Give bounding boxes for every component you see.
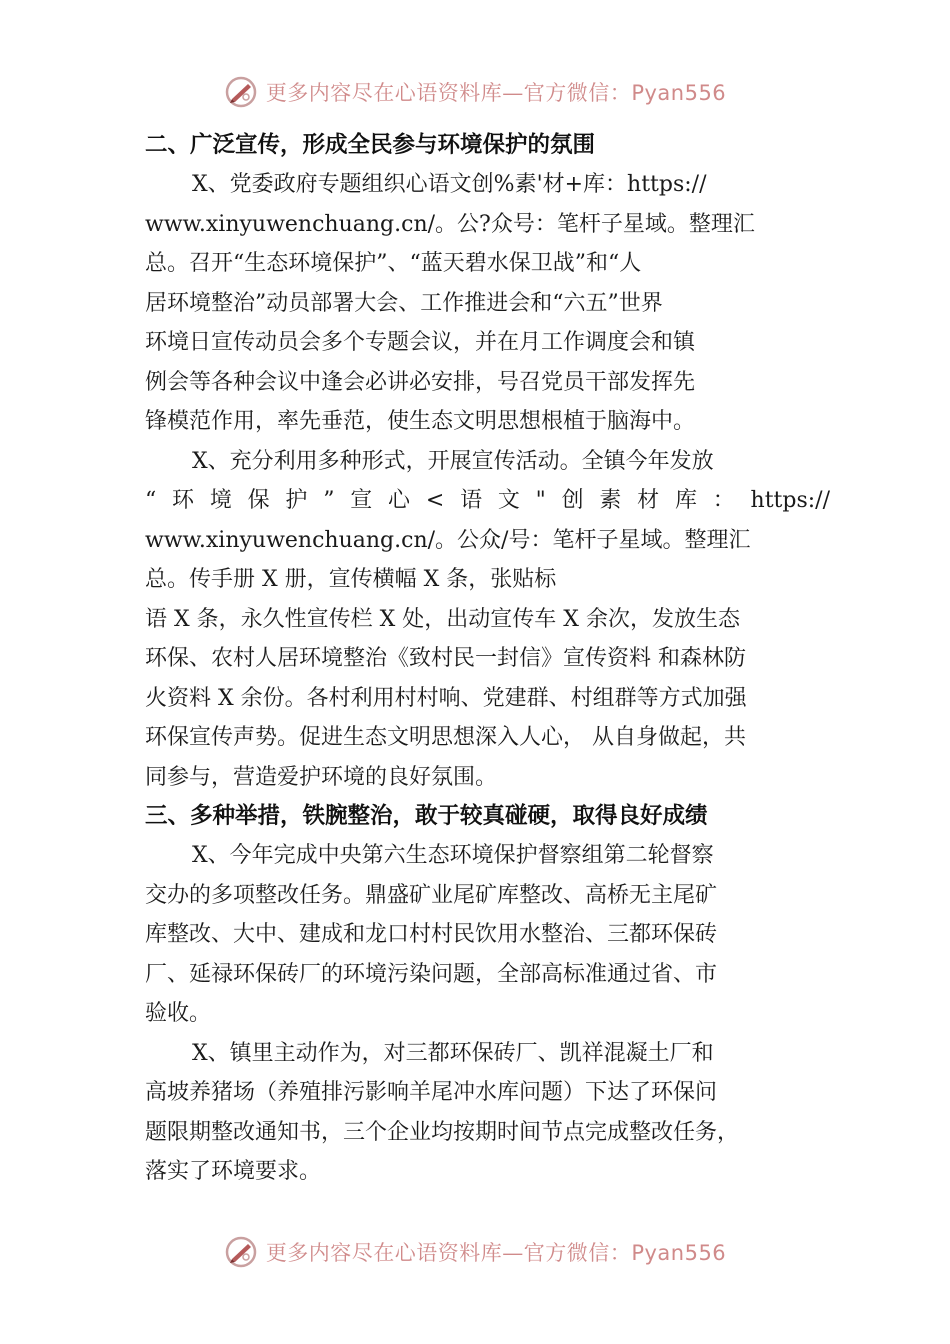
brush-logo-icon xyxy=(224,75,258,109)
paragraph xyxy=(145,442,830,798)
watermark-text xyxy=(266,1237,726,1267)
section-heading-2: 二、广泛宣传，形成全民参与环境保护的氛围 xyxy=(145,132,596,158)
text-line: 库整改、大中、建成和龙口村村民饮用水整治、三都环保砖 xyxy=(145,922,718,947)
text-line: 验收。 xyxy=(145,1001,212,1026)
text-line: 锋模范作用，率先垂范，使生态文明思想根植于脑海中。 xyxy=(145,409,696,434)
text-line: 高坡养猪场（养殖排污影响羊尾冲水库问题）下达了环保问 xyxy=(145,1080,718,1105)
watermark-banner-bottom xyxy=(0,1232,950,1272)
paragraph xyxy=(145,165,830,442)
text-line: 环境日宣传动员会多个专题会议，并在月工作调度会和镇 xyxy=(145,330,696,355)
text-line: www.xinyuwenchuang.cn/。公众/号：笔杆子星域。整理汇 xyxy=(145,527,751,553)
text-line: X、党委政府专题组织心语文创%素'材+库：https:// xyxy=(192,172,707,197)
text-line: 居环境整治”动员部署大会、工作推进会和“六五”世界 xyxy=(145,290,663,316)
text-line: 语 X 条，永久性宣传栏 X 处，出动宣传车 X 余次，发放生态 xyxy=(145,606,740,632)
watermark-slogan: 更多内容尽在心语资料库—官方微信： xyxy=(265,81,632,105)
watermark-handle: Pyan556 xyxy=(631,81,727,105)
text-line: 环保宣传声势。促进生态文明思想深入人心， 从自身做起，共 xyxy=(145,725,746,750)
text-line: 火资料 X 余份。各村利用村村响、党建群、村组群等方式加强 xyxy=(145,685,747,711)
paragraph xyxy=(145,1034,830,1192)
text-line: 交办的多项整改任务。鼎盛矿业尾矿库整改、高桥无主尾矿 xyxy=(145,882,718,908)
watermark-slogan: 更多内容尽在心语资料库—官方微信： xyxy=(265,1241,632,1265)
watermark-text xyxy=(266,77,726,107)
text-line: 总。召开“生态环境保护”、“蓝天碧水保卫战”和“人 xyxy=(145,251,642,276)
text-line: 题限期整改通知书，三个企业均按期时间节点完成整改任务， xyxy=(145,1119,740,1145)
text-line: 环保、农村人居环境整治《致村民一封信》宣传资料 和森林防 xyxy=(145,646,746,671)
brush-logo-icon xyxy=(224,1235,258,1269)
text-line: “环境保护”宣心<语文"创素材库：https:// xyxy=(145,488,830,513)
text-line: 例会等各种会议中逢会必讲必安排，号召党员干部发挥先 xyxy=(145,369,696,395)
text-line: 总。传手册 X 册，宣传横幅 X 条，张贴标 xyxy=(145,567,557,592)
watermark-banner-top xyxy=(0,72,950,112)
text-line: 同参与，营造爱护环境的良好氛围。 xyxy=(145,764,498,790)
document-body xyxy=(145,126,830,1192)
text-line: X、充分利用多种形式，开展宣传活动。全镇今年发放 xyxy=(192,448,714,474)
text-line: 落实了环境要求。 xyxy=(145,1159,322,1184)
paragraph xyxy=(145,836,830,1034)
text-line: 厂、延禄环保砖厂的环境污染问题，全部高标准通过省、市 xyxy=(145,961,718,987)
text-line: X、今年完成中央第六生态环境保护督察组第二轮督察 xyxy=(192,843,714,868)
text-line: www.xinyuwenchuang.cn/。公?众号：笔杆子星域。整理汇 xyxy=(145,211,755,237)
section-heading-3: 三、多种举措，铁腕整治，敢于较真碰硬，取得良好成绩 xyxy=(145,803,708,829)
watermark-handle: Pyan556 xyxy=(631,1241,727,1265)
text-line: X、镇里主动作为，对三都环保砖厂、凯祥混凝土厂和 xyxy=(192,1040,714,1066)
